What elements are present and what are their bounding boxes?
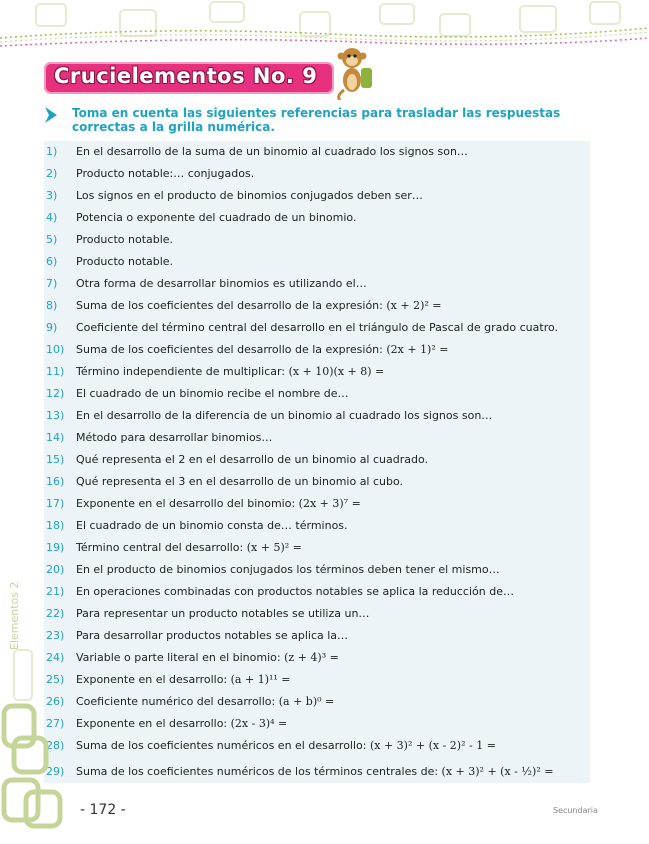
clue-text	[76, 207, 356, 229]
monkey-mascot-icon	[334, 44, 378, 100]
clue-number: 21)	[46, 585, 65, 598]
clue-text-body: Suma de los coeficientes del desarrollo de la expresión:	[76, 299, 383, 312]
clue-number: 2)	[46, 167, 58, 180]
clue-text	[76, 317, 558, 339]
top-decoration	[0, 0, 649, 58]
clue-item	[44, 691, 590, 713]
clue-item	[44, 229, 590, 251]
clue-item	[44, 449, 590, 471]
clue-text	[76, 295, 441, 317]
clue-text	[76, 713, 287, 735]
clue-expression: (2x - 3)⁴ =	[230, 717, 288, 730]
clue-text	[76, 163, 254, 185]
clue-text-body: Producto notable:… conjugados.	[76, 167, 255, 180]
clue-text-body: En el desarrollo de la diferencia de un binomio al cuadrado los signos son…	[76, 409, 493, 422]
clue-text-body: Coeficiente del término central del desarrollo en el triángulo de Pascal de grado cuatro.	[76, 321, 559, 334]
clue-text-body: Término central del desarrollo:	[76, 541, 244, 554]
clue-text-body: Suma de los coeficientes numéricos en el desarrollo:	[76, 739, 367, 752]
footer-label: Secundaria	[553, 806, 598, 815]
clue-item	[44, 471, 590, 493]
clue-expression: (x + 5)² =	[246, 541, 302, 554]
clue-item	[44, 185, 590, 207]
clue-number: 16)	[46, 475, 65, 488]
clue-number: 23)	[46, 629, 65, 642]
clue-text	[76, 603, 369, 625]
clue-item	[44, 141, 590, 163]
clue-number: 29)	[46, 765, 65, 778]
clue-number: 1)	[46, 145, 58, 158]
clue-expression: (2x + 3)⁷ =	[298, 497, 361, 510]
clue-number: 27)	[46, 717, 65, 730]
clue-text-body: Producto notable.	[76, 233, 174, 246]
clue-text	[76, 493, 361, 515]
clue-text	[76, 735, 496, 757]
clue-number: 19)	[46, 541, 65, 554]
clue-number: 14)	[46, 431, 65, 444]
clue-item	[44, 647, 590, 669]
clue-number: 7)	[46, 277, 58, 290]
clue-number: 11)	[46, 365, 65, 378]
clue-item	[44, 339, 590, 361]
clue-text-body: Exponente en el desarrollo del binomio:	[76, 497, 296, 510]
clue-number: 9)	[46, 321, 58, 334]
chevron-right-icon	[44, 106, 58, 124]
clue-expression: (a + 1)¹¹ =	[230, 673, 291, 686]
clue-item	[44, 207, 590, 229]
clue-text	[76, 141, 468, 163]
clue-number: 10)	[46, 343, 65, 356]
clue-text	[76, 185, 423, 207]
title-banner	[44, 62, 334, 94]
page-number: - 172 -	[80, 802, 126, 818]
clue-text	[76, 361, 384, 383]
clue-text-body: Exponente en el desarrollo:	[76, 717, 228, 730]
clue-item	[44, 493, 590, 515]
sidebar-label: Elementos 2	[8, 581, 21, 650]
clue-number: 8)	[46, 299, 58, 312]
clue-text-body: Producto notable.	[76, 255, 174, 268]
clue-item	[44, 361, 590, 383]
clue-text	[76, 581, 514, 603]
clue-number: 22)	[46, 607, 65, 620]
clue-text-body: En operaciones combinadas con productos notables se aplica la reducción de…	[76, 585, 514, 598]
clue-item	[44, 581, 590, 603]
clue-number: 13)	[46, 409, 65, 422]
clue-expression: (x + 3)² + (x - 2)² - 1 =	[369, 739, 496, 752]
clue-text-body: Método para desarrollar binomios…	[76, 431, 273, 444]
clue-number: 3)	[46, 189, 58, 202]
clue-number: 5)	[46, 233, 58, 246]
clue-text-body: Para representar un producto notables se utiliza un…	[76, 607, 370, 620]
page-title: Crucielementos No. 9	[54, 64, 318, 88]
clue-text	[76, 625, 348, 647]
clue-expression: (a + b)⁰ =	[278, 695, 335, 708]
clue-item	[44, 713, 590, 735]
clue-expression: (x + 3)² + (x - ½)² =	[441, 765, 554, 778]
clue-number: 28)	[46, 739, 65, 752]
clue-number: 12)	[46, 387, 65, 400]
clue-item	[44, 515, 590, 537]
clue-text-body: Qué representa el 3 en el desarrollo de un binomio al cubo.	[76, 475, 404, 488]
clue-item	[44, 405, 590, 427]
clue-text-body: Qué representa el 2 en el desarrollo de un binomio al cuadrado.	[76, 453, 429, 466]
clue-expression: (x + 10)(x + 8) =	[288, 365, 385, 378]
clue-text	[76, 647, 339, 669]
clue-item	[44, 251, 590, 273]
clue-item	[44, 625, 590, 647]
clue-text-body: Los signos en el producto de binomios conjugados deben ser…	[76, 189, 423, 202]
clue-item	[44, 317, 590, 339]
clue-number: 25)	[46, 673, 65, 686]
clue-text	[76, 559, 500, 581]
clue-text	[76, 339, 448, 361]
clue-text	[76, 757, 553, 787]
clue-text-body: Potencia o exponente del cuadrado de un binomio.	[76, 211, 357, 224]
clue-item	[44, 273, 590, 295]
clue-text	[76, 515, 348, 537]
clue-item	[44, 735, 590, 757]
clue-number: 6)	[46, 255, 58, 268]
clue-text-body: Coeficiente numérico del desarrollo:	[76, 695, 276, 708]
clue-item	[44, 603, 590, 625]
clue-item	[44, 669, 590, 691]
clue-number: 18)	[46, 519, 65, 532]
clue-expression: (x + 2)² =	[386, 299, 442, 312]
clue-text-body: El cuadrado de un binomio consta de… términos.	[76, 519, 348, 532]
clue-text-body: En el desarrollo de la suma de un binomio al cuadrado los signos son…	[76, 145, 468, 158]
clue-text-body: En el producto de binomios conjugados los términos deben tener el mismo…	[76, 563, 500, 576]
clue-text	[76, 229, 173, 251]
clue-item	[44, 295, 590, 317]
clue-text	[76, 405, 492, 427]
clue-text-body: Exponente en el desarrollo:	[76, 673, 228, 686]
clue-item	[44, 537, 590, 559]
clue-text	[76, 537, 302, 559]
clue-text	[76, 669, 291, 691]
clue-expression: (z + 4)³ =	[284, 651, 339, 664]
clue-text	[76, 273, 367, 295]
clue-text-body: Otra forma de desarrollar binomios es utilizando el…	[76, 277, 367, 290]
instruction-text: Toma en cuenta las siguientes referencias para trasladar las respuestas correctas a la grilla numérica.	[72, 106, 561, 134]
clue-item	[44, 163, 590, 185]
clue-text	[76, 449, 428, 471]
clue-text-body: Para desarrollar productos notables se aplica la…	[76, 629, 349, 642]
clue-text-body: El cuadrado de un binomio recibe el nombre de…	[76, 387, 349, 400]
clue-number: 17)	[46, 497, 65, 510]
clue-number: 4)	[46, 211, 58, 224]
clue-number: 15)	[46, 453, 65, 466]
clue-text	[76, 383, 349, 405]
side-decoration	[0, 620, 70, 844]
clue-text	[76, 471, 403, 493]
clue-item	[44, 757, 590, 787]
clue-expression: (2x + 1)² =	[386, 343, 449, 356]
clue-item	[44, 427, 590, 449]
clue-number: 26)	[46, 695, 65, 708]
clue-text	[76, 427, 272, 449]
clue-number: 24)	[46, 651, 65, 664]
clue-number: 20)	[46, 563, 65, 576]
clue-text-body: Término independiente de multiplicar:	[76, 365, 286, 378]
clue-item	[44, 383, 590, 405]
clue-text-body: Variable o parte literal en el binomio:	[76, 651, 281, 664]
clue-item	[44, 559, 590, 581]
clue-text	[76, 691, 334, 713]
clue-list	[44, 141, 590, 787]
clue-text-body: Suma de los coeficientes numéricos de los términos centrales de:	[76, 765, 439, 778]
clue-text	[76, 251, 173, 273]
clue-text-body: Suma de los coeficientes del desarrollo de la expresión:	[76, 343, 383, 356]
